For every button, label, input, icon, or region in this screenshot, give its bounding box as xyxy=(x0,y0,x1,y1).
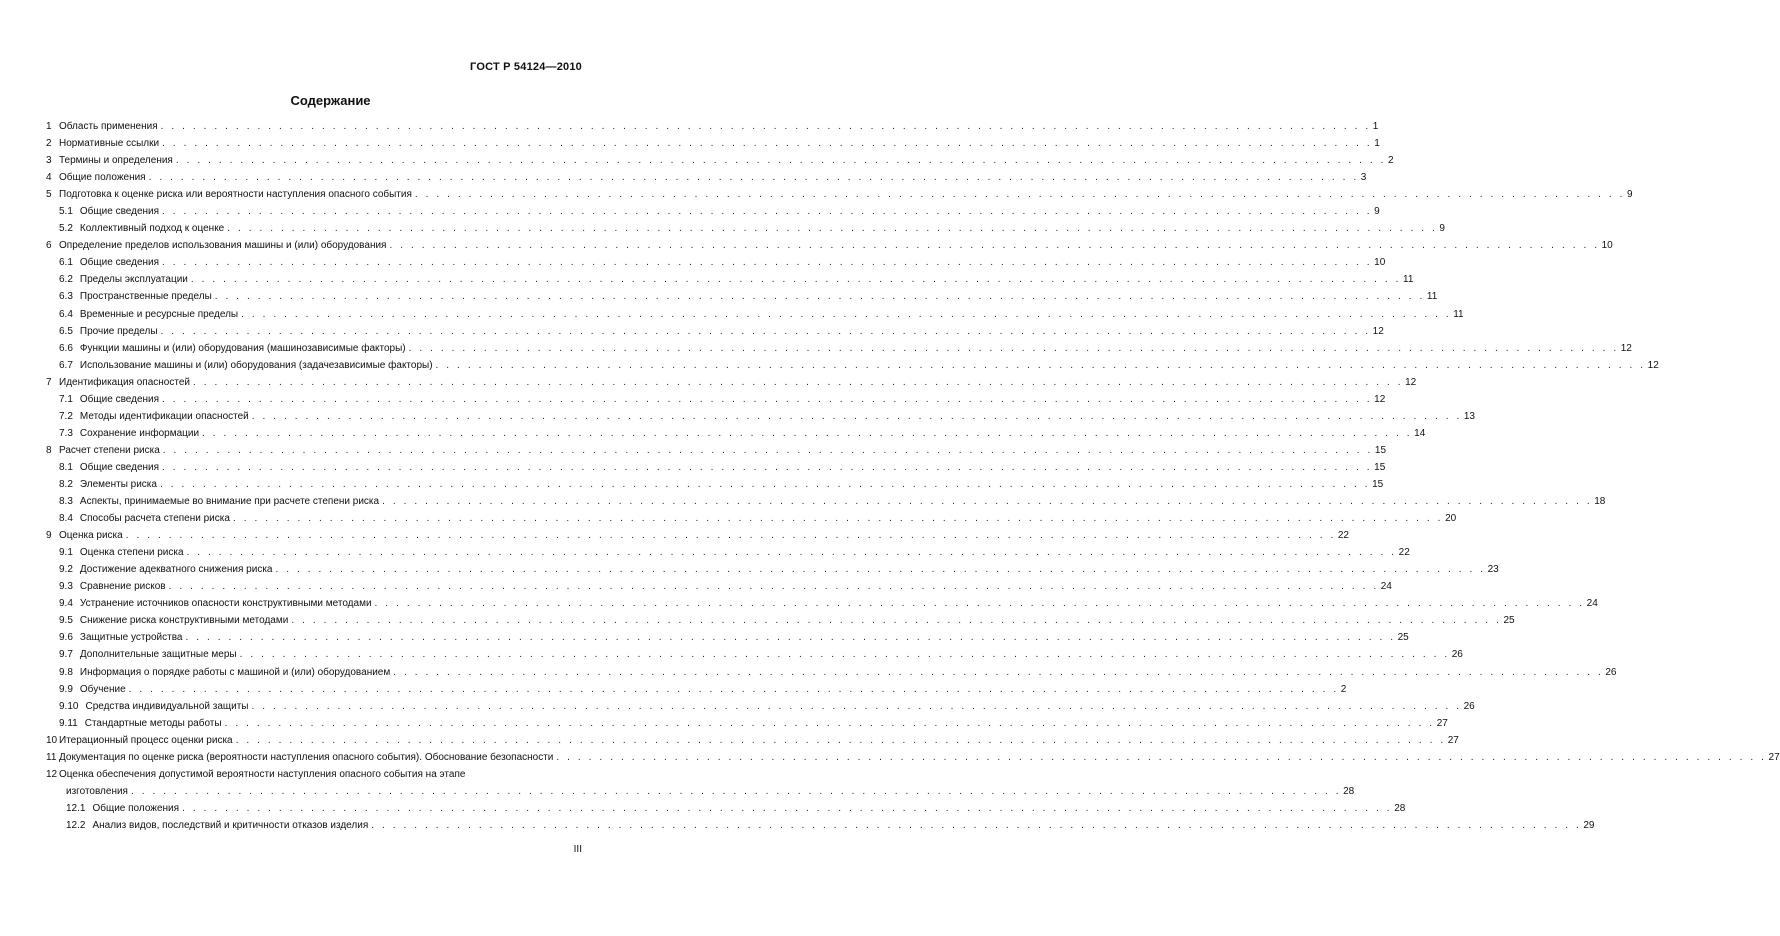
toc-entry-page: 20 xyxy=(1445,513,1457,525)
toc-leader-dots: . . . . . . . . . . . . . . . . . . . . . . . . . . . . . . . . . . . . . . . . . . . . . . . . . . . . . . . . . . . . . . . . . . . . . . . . . . . . . . . . . . . . . . . . . . . . . . . . . . . . . . . . . . . . . . . . . xyxy=(251,410,1462,422)
toc-entry-page: 27 xyxy=(1768,751,1780,763)
toc-entry-title: Анализ видов, последствий и критичности отказов изделия xyxy=(92,819,369,831)
toc-entry[interactable] xyxy=(46,459,1386,476)
document-standard-number: ГОСТ Р 54124—2010 xyxy=(470,61,582,73)
toc-entry-title: Устранение источников опасности конструктивными методами xyxy=(79,598,372,610)
toc-leader-dots: . . . . . . . . . . . . . . . . . . . . . . . . . . . . . . . . . . . . . . . . . . . . . . . . . . . . . . . . . . . . . . . . . . . . . . . . . . . . . . . . . . . . . . . . . . . . . . . . . . . . . . . . . . . . . . . . . xyxy=(162,444,1373,456)
toc-entry[interactable] xyxy=(46,664,1617,681)
toc-leader-dots: . . . . . . . . . . . . . . . . . . . . . . . . . . . . . . . . . . . . . . . . . . . . . . . . . . . . . . . . . . . . . . . . . . . . . . . . . . . . . . . . . . . . . . . . . . . . . . . . . . . . . . . . . . . . . . . . . xyxy=(374,598,1585,610)
toc-entry-number: 8.4 xyxy=(59,513,73,525)
toc-entry-number: 8 xyxy=(46,444,52,456)
toc-leader-dots: . . . . . . . . . . . . . . . . . . . . . . . . . . . . . . . . . . . . . . . . . . . . . . . . . . . . . . . . . . . . . . . . . . . . . . . . . . . . . . . . . . . . . . . . . . . . . . . . . . . . . . . . . . . . . . . . . xyxy=(162,393,1373,405)
toc-entry-page: 2 xyxy=(1340,683,1347,695)
toc-entry-title: Общие сведения xyxy=(79,461,160,473)
toc-entry[interactable] xyxy=(46,800,1406,817)
toc-entry-number: 12.2 xyxy=(66,819,86,831)
toc-entry-title: Документация по оценке риска (вероятности наступления опасного события). Обоснование безопасности xyxy=(59,751,554,763)
toc-entry-page: 25 xyxy=(1397,632,1409,644)
toc-entry-number: 9.5 xyxy=(59,615,73,627)
toc-entry-title: Прочие пределы xyxy=(79,325,158,337)
toc-entry-page: 18 xyxy=(1594,496,1606,508)
toc-entry-page: 12 xyxy=(1620,342,1632,354)
page-title: Содержание xyxy=(290,93,371,108)
toc-entry-number: 9.6 xyxy=(59,632,73,644)
toc-entry-number: 5 xyxy=(46,189,52,201)
toc-entry-title: Средства индивидуальной защиты xyxy=(85,700,249,712)
toc-leader-dots: . . . . . . . . . . . . . . . . . . . . . . . . . . . . . . . . . . . . . . . . . . . . . . . . . . . . . . . . . . . . . . . . . . . . . . . . . . . . . . . . . . . . . . . . . . . . . . . . . . . . . . . . . . . . . . . . . xyxy=(235,734,1446,746)
toc-entry[interactable] xyxy=(46,442,1387,459)
toc-entry-number: 7 xyxy=(46,376,52,388)
toc-entry[interactable] xyxy=(46,323,1384,340)
toc-entry-page: 22 xyxy=(1398,547,1410,559)
toc-leader-dots: . . . . . . . . . . . . . . . . . . . . . . . . . . . . . . . . . . . . . . . . . . . . . . . . . . . . . . . . . . . . . . . . . . . . . . . . . . . . . . . . . . . . . . . . . . . . . . . . . . . . . . . . . . . . . . . . . xyxy=(202,427,1413,439)
toc-leader-dots: . . . . . . . . . . . . . . . . . . . . . . . . . . . . . . . . . . . . . . . . . . . . . . . . . . . . . . . . . . . . . . . . . . . . . . . . . . . . . . . . . . . . . . . . . . . . . . . . . . . . . . . . . . . . . . . . . xyxy=(275,564,1486,576)
toc-entry-page: 15 xyxy=(1374,444,1387,456)
toc-leader-dots: . . . . . . . . . . . . . . . . . . . . . . . . . . . . . . . . . . . . . . . . . . . . . . . . . . . . . . . . . . . . . . . . . . . . . . . . . . . . . . . . . . . . . . . . . . . . . . . . . . . . . . . . . . . . . . . . . xyxy=(160,325,1371,337)
toc-leader-dots: . . . . . . . . . . . . . . . . . . . . . . . . . . . . . . . . . . . . . . . . . . . . . . . . . . . . . . . . . . . . . . . . . . . . . . . . . . . . . . . . . . . . . . . . . . . . . . . . . . . . . . . . . . . . . . . . . xyxy=(414,189,1626,201)
toc-entry-number: 9.9 xyxy=(59,683,73,695)
toc-entry-number: 6.5 xyxy=(59,325,73,337)
toc-entry-number: 3 xyxy=(46,155,52,167)
toc-entry-title: Элементы риска xyxy=(79,478,157,490)
toc-entry[interactable] xyxy=(46,595,1598,612)
toc-entry-number: 8.1 xyxy=(59,461,73,473)
toc-entry[interactable] xyxy=(46,493,1606,510)
toc-entry-title: Методы идентификации опасностей xyxy=(79,410,249,422)
toc-entry-title: Общие сведения xyxy=(79,206,160,218)
toc-entry[interactable] xyxy=(46,152,1394,169)
toc-entry[interactable] xyxy=(46,510,1457,527)
toc-entry-title: Идентификация опасностей xyxy=(59,376,190,388)
toc-entry-title: Способы расчета степени риска xyxy=(79,513,230,525)
toc-entry-title: Общие сведения xyxy=(79,257,160,269)
toc-entry-page: 12 xyxy=(1372,325,1384,337)
toc-entry[interactable] xyxy=(46,271,1414,288)
toc-entry-number: 1 xyxy=(46,121,52,132)
toc-entry[interactable] xyxy=(46,135,1380,152)
toc-entry-number: 9.8 xyxy=(59,666,73,678)
toc-entry-number: 5.1 xyxy=(59,206,73,218)
toc-entry-page: 23 xyxy=(1487,564,1499,576)
toc-entry-title: Нормативные ссылки xyxy=(59,138,160,150)
toc-entry-number: 8.2 xyxy=(59,478,73,490)
toc-entry-number: 7.1 xyxy=(59,393,73,405)
toc-entry-page: 27 xyxy=(1436,717,1448,729)
toc-entry-title: Информация о порядке работы с машиной и (или) оборудованием xyxy=(79,666,391,678)
toc-entry-number: 6.4 xyxy=(59,308,73,320)
toc-entry-page: 9 xyxy=(1374,206,1380,218)
toc-leader-dots: . . . . . . . . . . . . . . . . . . . . . . . . . . . . . . . . . . . . . . . . . . . . . . . . . . . . . . . . . . . . . . . . . . . . . . . . . . . . . . . . . . . . . . . . . . . . . . . . . . . . . . . . . . . . . . . . . xyxy=(159,478,1371,490)
toc-entry-page: 12 xyxy=(1647,359,1659,371)
toc-entry-title: Достижение адекватного снижения риска xyxy=(79,564,273,576)
toc-leader-dots: . . . . . . . . . . . . . . . . . . . . . . . . . . . . . . . . . . . . . . . . . . . . . . . . . . . . . . . . . . . . . . . . . . . . . . . . . . . . . . . . . . . . . . . . . . . . . . . . . . . . . . . . . . . . . . . . . xyxy=(182,802,1393,814)
toc-entry-title: Обучение xyxy=(79,683,126,695)
toc-leader-dots: . . . . . . . . . . . . . . . . . . . . . . . . . . . . . . . . . . . . . . . . . . . . . . . . . . . . . . . . . . . . . . . . . . . . . . . . . . . . . . . . . . . . . . . . . . . . . . . . . . . . . . . . . . . . . . . . . xyxy=(241,308,1452,320)
toc-entry-page: 29 xyxy=(1583,819,1595,831)
toc-entry[interactable] xyxy=(46,544,1410,561)
toc-leader-dots: . . . . . . . . . . . . . . . . . . . . . . . . . . . . . . . . . . . . . . . . . . . . . . . . . . . . . . . . . . . . . . . . . . . . . . . . . . . . . . . . . . . . . . . . . . . . . . . . . . . . . . . . . . . . . . . . . xyxy=(130,785,1342,797)
toc-entry[interactable] xyxy=(46,578,1392,595)
toc-entry[interactable] xyxy=(46,340,1632,357)
toc-leader-dots: . . . . . . . . . . . . . . . . . . . . . . . . . . . . . . . . . . . . . . . . . . . . . . . . . . . . . . . . . . . . . . . . . . . . . . . . . . . . . . . . . . . . . . . . . . . . . . . . . . . . . . . . . . . . . . . . . xyxy=(193,376,1404,388)
toc-leader-dots: . . . . . . . . . . . . . . . . . . . . . . . . . . . . . . . . . . . . . . . . . . . . . . . . . . . . . . . . . . . . . . . . . . . . . . . . . . . . . . . . . . . . . . . . . . . . . . . . . . . . . . . . . . . . . . . . . xyxy=(214,291,1425,303)
toc-leader-dots: . . . . . . . . . . . . . . . . . . . . . . . . . . . . . . . . . . . . . . . . . . . . . . . . . . . . . . . . . . . . . . . . . . . . . . . . . . . . . . . . . . . . . . . . . . . . . . . . . . . . . . . . . . . . . . . . . xyxy=(251,700,1462,712)
toc-leader-dots: . . . . . . . . . . . . . . . . . . . . . . . . . . . . . . . . . . . . . . . . . . . . . . . . . . . . . . . . . . . . . . . . . . . . . . . . . . . . . . . . . . . . . . . . . . . . . . . . . . . . . . . . . . . . . . . . . xyxy=(162,206,1373,218)
toc-entry-page: 9 xyxy=(1439,223,1445,235)
toc-entry-number: 5.2 xyxy=(59,223,73,235)
toc-entry[interactable] xyxy=(46,169,1367,186)
toc-leader-dots: . . . . . . . . . . . . . . . . . . . . . . . . . . . . . . . . . . . . . . . . . . . . . . . . . . . . . . . . . . . . . . . . . . . . . . . . . . . . . . . . . . . . . . . . . . . . . . . . . . . . . . . . . . . . . . . . . xyxy=(168,581,1379,593)
toc-entry-page: 14 xyxy=(1414,427,1426,439)
toc-entry-title: Стандартные методы работы xyxy=(84,717,222,729)
toc-entry-page: 11 xyxy=(1453,308,1464,320)
toc-entry-number: 9.3 xyxy=(59,581,73,593)
toc-entry[interactable] xyxy=(46,749,1780,766)
toc-leader-dots: . . . . . . . . . . . . . . . . . . . . . . . . . . . . . . . . . . . . . . . . . . . . . . . . . . . . . . . . . . . . . . . . . . . . . . . . . . . . . . . . . . . . . . . . . . . . . . . . . . . . . . . . . . . . . . . . . xyxy=(160,121,1371,132)
toc-entry[interactable] xyxy=(46,681,1347,698)
toc-entry-number: 12.1 xyxy=(66,802,86,814)
toc-entry-title: Функции машины и (или) оборудования (машинозависимые факторы) xyxy=(79,342,406,354)
toc-leader-dots: . . . . . . . . . . . . . . . . . . . . . . . . . . . . . . . . . . . . . . . . . . . . . . . . . . . . . . . . . . . . . . . . . . . . . . . . . . . . . . . . . . . . . . . . . . . . . . . . . . . . . . . . . . . . . . . . . xyxy=(435,359,1646,371)
toc-entry-page: 28 xyxy=(1343,785,1355,797)
toc-entry-title: Аспекты, принимаемые во внимание при расчете степени риска xyxy=(79,496,380,508)
toc-leader-dots: . . . . . . . . . . . . . . . . . . . . . . . . . . . . . . . . . . . . . . . . . . . . . . . . . . . . . . . . . . . . . . . . . . . . . . . . . . . . . . . . . . . . . . . . . . . . . . . . . . . . . . . . . . . . . . . . . xyxy=(162,257,1373,269)
toc-entry[interactable] xyxy=(46,629,1409,646)
toc-entry[interactable] xyxy=(46,357,1659,374)
toc-entry[interactable] xyxy=(46,732,1459,749)
toc-entry-page: 26 xyxy=(1451,649,1463,661)
toc-entry-page: 25 xyxy=(1503,615,1515,627)
toc-entry-page: 10 xyxy=(1601,240,1613,252)
toc-entry[interactable] xyxy=(46,476,1384,493)
table-of-contents xyxy=(46,118,1780,834)
toc-entry-page: 24 xyxy=(1586,598,1598,610)
toc-leader-dots: . . . . . . . . . . . . . . . . . . . . . . . . . . . . . . . . . . . . . . . . . . . . . . . . . . . . . . . . . . . . . . . . . . . . . . . . . . . . . . . . . . . . . . . . . . . . . . . . . . . . . . . . . . . . . . . . . xyxy=(291,615,1502,627)
toc-entry-number: 2 xyxy=(46,138,52,150)
toc-entry-number: 9.7 xyxy=(59,649,73,661)
toc-entry[interactable] xyxy=(46,646,1463,663)
toc-leader-dots: . . . . . . . . . . . . . . . . . . . . . . . . . . . . . . . . . . . . . . . . . . . . . . . . . . . . . . . . . . . . . . . . . . . . . . . . . . . . . . . . . . . . . . . . . . . . . . . . . . . . . . . . . . . . . . . . . xyxy=(382,496,1593,508)
toc-entry-title: Определение пределов использования машины и (или) оборудования xyxy=(59,240,387,252)
toc-entry-page: 9 xyxy=(1627,189,1633,201)
toc-entry-number: 9.4 xyxy=(59,598,73,610)
toc-entry-page: 13 xyxy=(1463,410,1475,422)
toc-entry[interactable] xyxy=(46,425,1426,442)
toc-entry-page: 11 xyxy=(1426,291,1438,303)
toc-entry-title: Пределы эксплуатации xyxy=(79,274,188,286)
toc-entry-page: 26 xyxy=(1463,700,1475,712)
toc-leader-dots: . . . . . . . . . . . . . . . . . . . . . . . . . . . . . . . . . . . . . . . . . . . . . . . . . . . . . . . . . . . . . . . . . . . . . . . . . . . . . . . . . . . . . . . . . . . . . . . . . . . . . . . . . . . . . . . . . xyxy=(232,513,1444,525)
toc-entry-page: 15 xyxy=(1374,461,1386,473)
toc-entry-title: Коллективный подход к оценке xyxy=(79,223,225,235)
toc-leader-dots: . . . . . . . . . . . . . . . . . . . . . . . . . . . . . . . . . . . . . . . . . . . . . . . . . . . . . . . . . . . . . . . . . . . . . . . . . . . . . . . . . . . . . . . . . . . . . . . . . . . . . . . . . . . . . . . . . xyxy=(239,649,1450,661)
toc-entry-title: Общие сведения xyxy=(79,393,160,405)
toc-entry-page: 1 xyxy=(1374,138,1380,150)
toc-leader-dots: . . . . . . . . . . . . . . . . . . . . . . . . . . . . . . . . . . . . . . . . . . . . . . . . . . . . . . . . . . . . . . . . . . . . . . . . . . . . . . . . . . . . . . . . . . . . . . . . . . . . . . . . . . . . . . . . . xyxy=(556,751,1767,763)
toc-leader-dots: . . . . . . . . . . . . . . . . . . . . . . . . . . . . . . . . . . . . . . . . . . . . . . . . . . . . . . . . . . . . . . . . . . . . . . . . . . . . . . . . . . . . . . . . . . . . . . . . . . . . . . . . . . . . . . . . . xyxy=(371,819,1582,831)
toc-entry-title: Область применения xyxy=(59,121,158,132)
toc-entry-page: 22 xyxy=(1337,530,1349,542)
toc-entry-number: 9.11 xyxy=(59,717,78,729)
toc-entry-page: 1 xyxy=(1372,121,1379,132)
toc-entry-page: 12 xyxy=(1405,376,1417,388)
page-number: III xyxy=(573,844,582,855)
toc-entry-continuation[interactable] xyxy=(46,783,1355,800)
toc-entry-number: 9.10 xyxy=(59,700,79,712)
toc-entry-number: 10 xyxy=(46,734,58,746)
toc-entry[interactable] xyxy=(46,612,1515,629)
toc-entry-page: 11 xyxy=(1403,274,1414,286)
toc-leader-dots: . . . . . . . . . . . . . . . . . . . . . . . . . . . . . . . . . . . . . . . . . . . . . . . . . . . . . . . . . . . . . . . . . . . . . . . . . . . . . . . . . . . . . . . . . . . . . . . . . . . . . . . . . . . . . . . . . xyxy=(148,172,1359,184)
toc-leader-dots: . . . . . . . . . . . . . . . . . . . . . . . . . . . . . . . . . . . . . . . . . . . . . . . . . . . . . . . . . . . . . . . . . . . . . . . . . . . . . . . . . . . . . . . . . . . . . . . . . . . . . . . . . . . . . . . . . xyxy=(185,632,1396,644)
toc-entry-number: 9.2 xyxy=(59,564,73,576)
toc-entry-number: 9 xyxy=(46,530,52,542)
toc-leader-dots: . . . . . . . . . . . . . . . . . . . . . . . . . . . . . . . . . . . . . . . . . . . . . . . . . . . . . . . . . . . . . . . . . . . . . . . . . . . . . . . . . . . . . . . . . . . . . . . . . . . . . . . . . . . . . . . . . xyxy=(186,547,1397,559)
toc-entry[interactable] xyxy=(46,817,1595,834)
toc-leader-dots: . . . . . . . . . . . . . . . . . . . . . . . . . . . . . . . . . . . . . . . . . . . . . . . . . . . . . . . . . . . . . . . . . . . . . . . . . . . . . . . . . . . . . . . . . . . . . . . . . . . . . . . . . . . . . . . . . xyxy=(128,683,1339,695)
toc-entry-number: 8.3 xyxy=(59,496,73,508)
toc-entry-number: 4 xyxy=(46,172,52,184)
toc-entry-title-continuation: изготовления xyxy=(66,785,128,797)
toc-entry-page: 2 xyxy=(1387,155,1394,167)
toc-entry-title: Общие положения xyxy=(59,172,146,184)
toc-entry[interactable] xyxy=(46,527,1349,544)
toc-entry[interactable] xyxy=(46,715,1448,732)
toc-entry-title: Итерационный процесс оценки риска xyxy=(59,734,233,746)
toc-entry-title: Сохранение информации xyxy=(79,427,200,439)
toc-entry-title: Расчет степени риска xyxy=(59,444,160,456)
toc-entry-number: 6.1 xyxy=(59,257,73,269)
toc-entry-title: Оценка обеспечения допустимой вероятности наступления опасного события на этапе xyxy=(59,768,466,780)
toc-entry-title: Подготовка к оценке риска или вероятности наступления опасного события xyxy=(59,189,412,201)
toc-entry[interactable] xyxy=(46,698,1475,715)
toc-entry-page: 24 xyxy=(1380,581,1392,593)
toc-entry-number: 7.2 xyxy=(59,410,73,422)
toc-entry-number: 6.3 xyxy=(59,291,73,303)
toc-entry-page: 12 xyxy=(1374,393,1386,405)
toc-entry-page: 28 xyxy=(1394,802,1406,814)
toc-entry[interactable] xyxy=(46,766,584,783)
toc-entry-title: Использование машины и (или) оборудования (задачезависимые факторы) xyxy=(79,359,433,371)
toc-entry[interactable] xyxy=(46,288,1438,305)
toc-entry-title: Снижение риска конструктивными методами xyxy=(79,615,289,627)
toc-leader-dots: . . . . . . . . . . . . . . . . . . . . . . . . . . . . . . . . . . . . . . . . . . . . . . . . . . . . . . . . . . . . . . . . . . . . . . . . . . . . . . . . . . . . . . . . . . . . . . . . . . . . . . . . . . . . . . . . . xyxy=(224,717,1435,729)
toc-entry-page: 26 xyxy=(1605,666,1617,678)
toc-entry-page: 10 xyxy=(1374,257,1386,269)
toc-entry-title: Пространственные пределы xyxy=(79,291,212,303)
toc-leader-dots: . . . . . . . . . . . . . . . . . . . . . . . . . . . . . . . . . . . . . . . . . . . . . . . . . . . . . . . . . . . . . . . . . . . . . . . . . . . . . . . . . . . . . . . . . . . . . . . . . . . . . . . . . . . . . . . . . xyxy=(227,223,1438,235)
toc-entry-number: 9.1 xyxy=(59,547,73,559)
toc-entry[interactable] xyxy=(46,408,1475,425)
toc-entry-title: Термины и определения xyxy=(59,155,173,167)
toc-leader-dots: . . . . . . . . . . . . . . . . . . . . . . . . . . . . . . . . . . . . . . . . . . . . . . . . . . . . . . . . . . . . . . . . . . . . . . . . . . . . . . . . . . . . . . . . . . . . . . . . . . . . . . . . . . . . . . . . . xyxy=(190,274,1401,286)
toc-entry[interactable] xyxy=(46,391,1386,408)
toc-entry-title: Временные и ресурсные пределы xyxy=(79,308,239,320)
toc-entry[interactable] xyxy=(46,203,1380,220)
toc-entry[interactable] xyxy=(46,186,1633,203)
toc-leader-dots: . . . . . . . . . . . . . . . . . . . . . . . . . . . . . . . . . . . . . . . . . . . . . . . . . . . . . . . . . . . . . . . . . . . . . . . . . . . . . . . . . . . . . . . . . . . . . . . . . . . . . . . . . . . . . . . . . xyxy=(175,155,1386,167)
toc-entry-page: 15 xyxy=(1372,478,1384,490)
toc-entry-title: Сравнение рисков xyxy=(79,581,166,593)
toc-entry[interactable] xyxy=(46,306,1464,323)
toc-entry[interactable] xyxy=(46,561,1499,578)
toc-entry-page: 27 xyxy=(1447,734,1459,746)
toc-entry-number: 11 xyxy=(46,751,57,763)
toc-entry-number: 6.2 xyxy=(59,274,73,286)
toc-entry-title: Оценка степени риска xyxy=(79,547,184,559)
toc-entry-number: 6.6 xyxy=(59,342,73,354)
toc-leader-dots: . . . . . . . . . . . . . . . . . . . . . . . . . . . . . . . . . . . . . . . . . . . . . . . . . . . . . . . . . . . . . . . . . . . . . . . . . . . . . . . . . . . . . . . . . . . . . . . . . . . . . . . . . . . . . . . . . xyxy=(393,666,1604,678)
toc-entry-title: Общие положения xyxy=(92,802,180,814)
toc-entry-number: 6 xyxy=(46,240,52,252)
toc-leader-dots: . . . . . . . . . . . . . . . . . . . . . . . . . . . . . . . . . . . . . . . . . . . . . . . . . . . . . . . . . . . . . . . . . . . . . . . . . . . . . . . . . . . . . . . . . . . . . . . . . . . . . . . . . . . . . . . . . xyxy=(389,240,1600,252)
toc-entry-number: 7.3 xyxy=(59,427,73,439)
toc-entry[interactable] xyxy=(46,237,1613,254)
toc-leader-dots: . . . . . . . . . . . . . . . . . . . . . . . . . . . . . . . . . . . . . . . . . . . . . . . . . . . . . . . . . . . . . . . . . . . . . . . . . . . . . . . . . . . . . . . . . . . . . . . . . . . . . . . . . . . . . . . . . xyxy=(408,342,1619,354)
toc-entry-title: Защитные устройства xyxy=(79,632,183,644)
toc-entry[interactable] xyxy=(46,220,1445,237)
toc-entry-page: 3 xyxy=(1360,172,1367,184)
toc-entry[interactable] xyxy=(46,374,1417,391)
toc-entry-number: 6.7 xyxy=(59,359,73,371)
toc-entry-title: Оценка риска xyxy=(59,530,123,542)
toc-entry[interactable] xyxy=(46,118,1379,135)
toc-entry[interactable] xyxy=(46,254,1386,271)
toc-entry-title: Дополнительные защитные меры xyxy=(79,649,237,661)
toc-leader-dots: . . . . . . . . . . . . . . . . . . . . . . . . . . . . . . . . . . . . . . . . . . . . . . . . . . . . . . . . . . . . . . . . . . . . . . . . . . . . . . . . . . . . . . . . . . . . . . . . . . . . . . . . . . . . . . . . . xyxy=(162,461,1373,473)
toc-leader-dots: . . . . . . . . . . . . . . . . . . . . . . . . . . . . . . . . . . . . . . . . . . . . . . . . . . . . . . . . . . . . . . . . . . . . . . . . . . . . . . . . . . . . . . . . . . . . . . . . . . . . . . . . . . . . . . . . . xyxy=(125,530,1336,542)
toc-entry-number: 12 xyxy=(46,768,58,780)
toc-leader-dots: . . . . . . . . . . . . . . . . . . . . . . . . . . . . . . . . . . . . . . . . . . . . . . . . . . . . . . . . . . . . . . . . . . . . . . . . . . . . . . . . . . . . . . . . . . . . . . . . . . . . . . . . . . . . . . . . . xyxy=(162,138,1373,150)
